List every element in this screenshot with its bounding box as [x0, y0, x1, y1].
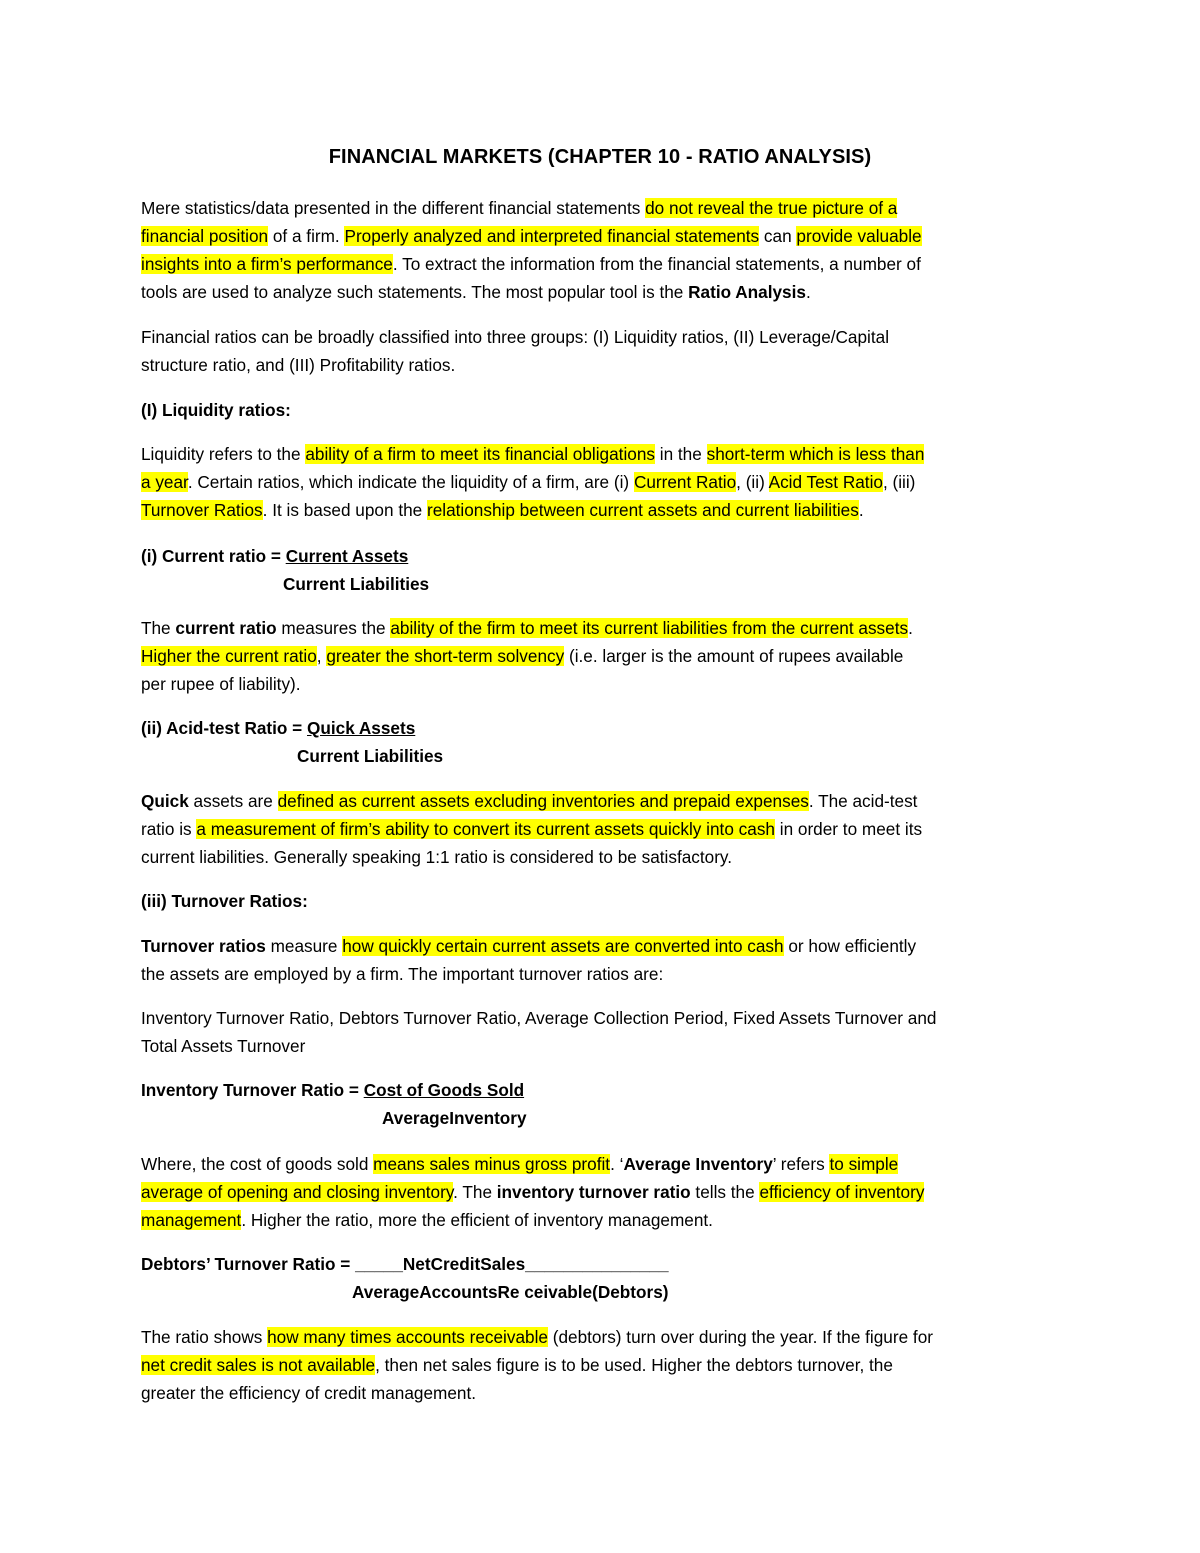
text-line: net credit sales is not available, then net sales figure is to be used. Higher the debtors turnover, the	[141, 1355, 893, 1375]
text-line: the assets are employed by a firm. The important turnover ratios are:	[141, 964, 664, 984]
liquidity-heading: (I) Liquidity ratios:	[141, 400, 291, 420]
text-line: The current ratio measures the ability of the firm to meet its current liabilities from the current assets.	[141, 618, 913, 638]
text-line: Mere statistics/data presented in the different financial statements do not reveal the true picture of a	[141, 198, 898, 218]
debtors-turnover-formula: Debtors’ Turnover Ratio = _____NetCreditSales_______________ AverageAccountsRe ceivable(Debtors)	[141, 1254, 669, 1302]
intro-paragraph	[141, 194, 1071, 306]
text-line: Inventory Turnover Ratio, Debtors Turnover Ratio, Average Collection Period, Fixed Assets Turnover and	[141, 1008, 937, 1028]
current-ratio-formula: (i) Current ratio = Current Assets Current Liabilities	[141, 546, 430, 594]
turnover-paragraph	[141, 932, 1071, 988]
text-line: Turnover ratios measure how quickly certain current assets are converted into cash or how efficiently	[141, 936, 917, 956]
current-ratio-paragraph	[141, 614, 1071, 698]
text-line: ratio is a measurement of firm’s ability to convert its current assets quickly into cash in order to meet its	[141, 819, 923, 839]
text-line: Higher the current ratio, greater the short-term solvency (i.e. larger is the amount of rupees available	[141, 646, 904, 666]
debtors-paragraph	[141, 1323, 1071, 1407]
text-line: Financial ratios can be broadly classified into three groups: (I) Liquidity ratios, (II) Leverage/Capital	[141, 327, 890, 347]
text-line: average of opening and closing inventory. The inventory turnover ratio tells the efficiency of inventory	[141, 1182, 925, 1202]
turnover-heading: (iii) Turnover Ratios:	[141, 891, 308, 911]
text-line: a year. Certain ratios, which indicate the liquidity of a firm, are (i) Current Ratio, (ii) Acid Test Ratio, (iii)	[141, 472, 916, 492]
text-line: Where, the cost of goods sold means sales minus gross profit. ‘Average Inventory’ refers to simple	[141, 1154, 899, 1174]
text-line: Quick assets are defined as current assets excluding inventories and prepaid expenses. The acid-test	[141, 791, 918, 811]
text-line: structure ratio, and (III) Profitability ratios.	[141, 355, 456, 375]
inventory-turnover-formula: Inventory Turnover Ratio = Cost of Goods Sold AverageInventory	[141, 1080, 527, 1128]
inventory-paragraph	[141, 1150, 1071, 1234]
text-line: Liquidity refers to the ability of a firm to meet its financial obligations in the short-term which is less than	[141, 444, 925, 464]
text-line: Turnover Ratios. It is based upon the relationship between current assets and current liabilities.	[141, 500, 864, 520]
acid-test-formula: (ii) Acid-test Ratio = Quick Assets Current Liabilities	[141, 718, 444, 766]
text-line: The ratio shows how many times accounts receivable (debtors) turn over during the year. If the figure for	[141, 1327, 933, 1347]
text-line: management. Higher the ratio, more the efficient of inventory management.	[141, 1210, 713, 1230]
text-line: insights into a firm’s performance. To extract the information from the financial statements, a number of	[141, 254, 921, 274]
text-line: Total Assets Turnover	[141, 1036, 306, 1056]
text-line: per rupee of liability).	[141, 674, 301, 694]
liquidity-paragraph	[141, 440, 1071, 524]
turnover-list-paragraph	[141, 1004, 1071, 1060]
document-title: FINANCIAL MARKETS (CHAPTER 10 - RATIO ANALYSIS)	[328, 146, 872, 168]
quick-assets-paragraph	[141, 787, 1071, 871]
text-line: greater the efficiency of credit management.	[141, 1383, 477, 1403]
text-line: financial position of a firm. Properly analyzed and interpreted financial statements can provide valuable	[141, 226, 922, 246]
classification-paragraph	[141, 323, 1071, 379]
text-line: tools are used to analyze such statements. The most popular tool is the Ratio Analysis.	[141, 282, 811, 302]
text-line: current liabilities. Generally speaking 1:1 ratio is considered to be satisfactory.	[141, 847, 733, 867]
